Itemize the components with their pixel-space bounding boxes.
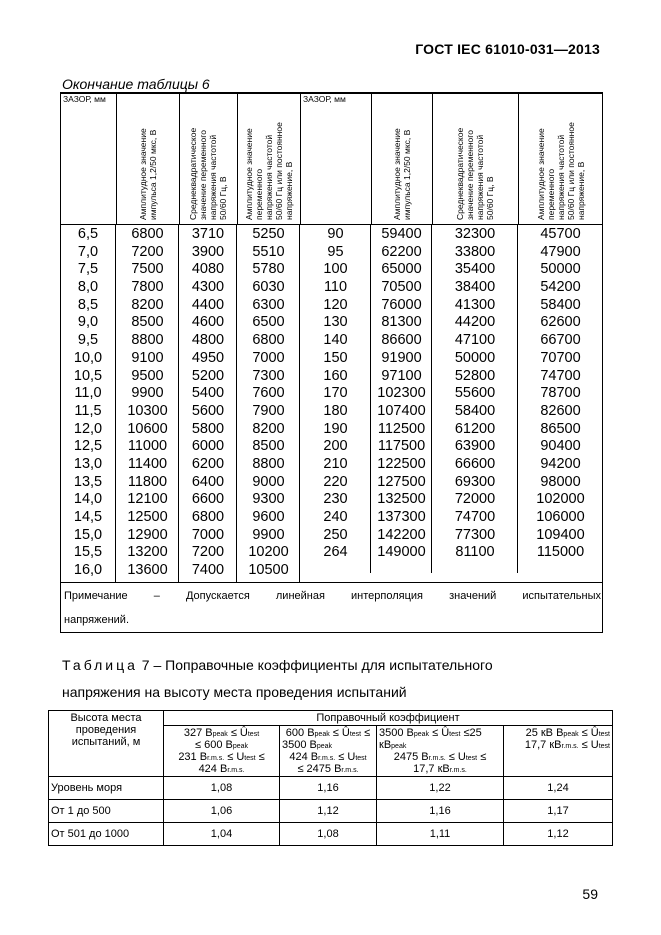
table6-cell: 210 <box>323 455 348 472</box>
range-text: кВ <box>379 739 392 751</box>
table7-cell: 1,11 <box>377 823 504 846</box>
table6-cell: 115000 <box>536 544 585 561</box>
table6-column <box>432 226 518 562</box>
table6-cell: 264 <box>323 544 348 561</box>
unit-subscript: peak <box>314 731 330 738</box>
table6-caption: Окончание таблицы 6 <box>62 76 210 92</box>
table6-cell: 15,0 <box>73 526 103 543</box>
range-line <box>166 751 277 763</box>
table6-cell: 106000 <box>536 509 585 525</box>
range-line <box>282 727 374 739</box>
table6-cell: 76000 <box>381 296 422 313</box>
table6-cell: 120 <box>323 296 348 313</box>
table6-cell: 15,5 <box>73 544 103 561</box>
table6-cell: 14,0 <box>73 491 103 508</box>
range-text: 424 В <box>198 763 228 775</box>
table7-cell: 1,12 <box>504 823 613 846</box>
table7-group-header: Поправочный коэффициент <box>164 711 613 726</box>
table6-cell: 11800 <box>127 473 168 490</box>
table6-cell: 4800 <box>191 332 225 349</box>
table6-cell: 190 <box>323 420 348 437</box>
table7-row-label: От 501 до 1000 <box>49 823 164 846</box>
table6-cell: 13,5 <box>73 473 103 490</box>
table6-cell: 97100 <box>381 367 422 384</box>
table7-cell: 1,17 <box>504 800 613 823</box>
table6-cell: 7300 <box>252 367 285 384</box>
table6-cell: 41300 <box>454 296 496 313</box>
table6-cell: 8200 <box>131 296 164 313</box>
table6-cell: 12500 <box>127 509 168 525</box>
table6-cell: 90400 <box>540 438 581 455</box>
range-text: ≤ 2475 В <box>297 763 342 775</box>
table6-cell: 7000 <box>191 526 225 543</box>
table6-cell: 220 <box>323 473 348 490</box>
table6-column <box>300 226 371 562</box>
range-text: ≤ Û <box>578 727 599 739</box>
table6-header-cell: Амплитудное значение импульса 1,2/50 мкс, В <box>371 92 433 224</box>
table6-cell: 7,5 <box>77 261 99 278</box>
table7-row-label: От 1 до 500 <box>49 800 164 823</box>
range-text: ≤ 600 В <box>194 739 233 751</box>
range-text: 231 В <box>178 751 208 763</box>
table6-cell: 70500 <box>381 279 422 296</box>
table6-cell: 50000 <box>540 261 581 278</box>
range-text: ≤ U <box>445 751 466 763</box>
range-line <box>506 739 610 751</box>
table6-cell: 10600 <box>127 420 168 437</box>
table7-cell: 1,12 <box>280 800 377 823</box>
range-text: ≤ Û <box>429 727 450 739</box>
table7-cell: 1,22 <box>377 777 504 800</box>
table6-cell: 47100 <box>454 332 496 349</box>
table6-cell: 7600 <box>252 385 285 402</box>
table6-cell: 6600 <box>191 491 225 508</box>
unit-subscript: r.m.s. <box>207 755 225 762</box>
table7-range-header <box>164 726 280 777</box>
table6-cell: 6800 <box>191 509 225 525</box>
table6-cell: 63900 <box>454 438 496 455</box>
table6-cell: 13200 <box>127 544 168 561</box>
range-line <box>379 763 501 775</box>
table7-body <box>49 777 613 846</box>
table6-cell: 77300 <box>454 526 496 543</box>
unit-subscript: test <box>247 731 260 738</box>
table6-cell: 8500 <box>131 314 164 331</box>
unit-subscript: peak <box>316 743 333 750</box>
table6-cell: 122500 <box>377 455 426 472</box>
table6-cell: 16,0 <box>73 562 103 579</box>
table6-cell: 94200 <box>540 455 581 472</box>
table6-cell: 8800 <box>131 332 164 349</box>
table6-cell: 130 <box>323 314 348 331</box>
document-header: ГОСТ IEC 61010-031—2013 <box>415 41 600 57</box>
range-text: 25 кВ В <box>525 727 564 739</box>
table6-cell: 5510 <box>252 243 285 260</box>
table6-header-cell: ЗАЗОР, мм <box>60 92 117 224</box>
unit-subscript: test <box>349 731 362 738</box>
table6-cell: 50000 <box>454 349 496 366</box>
table6-column <box>60 226 116 580</box>
range-line <box>506 727 610 739</box>
range-text: 2475 В <box>393 751 429 763</box>
table7-cell: 1,06 <box>164 800 280 823</box>
range-line <box>379 727 501 739</box>
range-text: ≤ <box>255 751 265 763</box>
table6-cell: 98000 <box>540 473 581 490</box>
table6-cell: 9,5 <box>77 332 99 349</box>
range-text: ≤ <box>361 727 371 739</box>
table6-cell: 9300 <box>252 491 285 508</box>
table6-column <box>518 226 603 562</box>
table6-cell: 112500 <box>377 420 426 437</box>
table6-cell: 142200 <box>377 526 426 543</box>
table6-cell: 8800 <box>252 455 285 472</box>
table6-cell: 58400 <box>540 296 581 313</box>
unit-subscript: peak <box>563 731 579 738</box>
table6-cell: 7200 <box>191 544 225 561</box>
table6-cell: 52800 <box>454 367 496 384</box>
table6-cell: 33800 <box>454 243 496 260</box>
table6-cell: 102000 <box>536 491 585 508</box>
table6-cell: 86500 <box>540 420 581 437</box>
table6-cell: 7900 <box>252 402 285 419</box>
unit-subscript: test <box>449 731 461 738</box>
table7-range-header <box>504 726 613 777</box>
table6-cell: 14,5 <box>73 509 103 525</box>
table6-cell: 11400 <box>127 455 168 472</box>
table6-cell: 5600 <box>191 402 225 419</box>
table6-cell: 91900 <box>381 349 422 366</box>
unit-subscript: r.m.s. <box>227 767 245 774</box>
table6-cell: 160 <box>323 367 348 384</box>
range-text: 3500 В <box>282 739 317 751</box>
table6-cell: 117500 <box>377 438 426 455</box>
table6-cell: 11,5 <box>74 402 102 419</box>
table6-note: Примечание – Допускается линейная интерполяция значений испытательных напряжений. <box>64 590 601 626</box>
table7-row <box>49 823 613 846</box>
table6-cell: 10200 <box>248 544 289 561</box>
table6-cell: 65000 <box>381 261 422 278</box>
table6-cell: 81300 <box>381 314 422 331</box>
table6-cell: 10300 <box>127 402 168 419</box>
table6-cell: 7800 <box>131 279 164 296</box>
table6-cell: 45700 <box>540 226 581 242</box>
table6-cell: 10,5 <box>73 367 103 384</box>
range-text: 424 В <box>289 751 319 763</box>
table6-cell: 11000 <box>127 438 168 455</box>
table6-cell: 4300 <box>191 279 225 296</box>
unit-subscript: peak <box>212 731 228 738</box>
table6-cell: 62200 <box>381 243 422 260</box>
table6-cell: 9000 <box>252 473 285 490</box>
table6-cell: 35400 <box>454 261 496 278</box>
table6-cell: 9600 <box>252 509 285 525</box>
table6-cell: 44200 <box>454 314 496 331</box>
table6-cell: 200 <box>323 438 348 455</box>
table6-cell: 59400 <box>381 226 422 242</box>
range-text: 600 В <box>285 727 315 739</box>
table7-range-header <box>280 726 377 777</box>
table6-cell: 4600 <box>191 314 225 331</box>
table6-cell: 5200 <box>191 367 225 384</box>
table6-header-cell: Амплитудное значение переменного напряжения частотой 50/60 Гц или постоянное напряжение, В <box>237 92 301 224</box>
table6-header-cell: Среднеквадратическое значение переменного напряжения частотой 50/60 Гц, В <box>179 92 238 224</box>
table6-note-divider <box>60 582 603 583</box>
table7-cell: 1,08 <box>280 823 377 846</box>
range-line <box>166 727 277 739</box>
table6-cell: 6000 <box>191 438 225 455</box>
table6-cell: 110 <box>323 279 348 296</box>
table6-cell: 137300 <box>377 509 426 525</box>
table6-cell: 62600 <box>540 314 581 331</box>
table6-cell: 12900 <box>127 526 168 543</box>
range-text: 17,7 кВ <box>524 739 562 751</box>
unit-subscript: test <box>598 731 610 738</box>
table6-cell: 6030 <box>252 279 285 296</box>
table6-cell: 7200 <box>131 243 164 260</box>
table6-cell: 180 <box>323 402 348 419</box>
table6-cell: 4400 <box>191 296 225 313</box>
table7-cell: 1,16 <box>280 777 377 800</box>
table6-cell: 6800 <box>252 332 285 349</box>
table6-cell: 10500 <box>248 562 289 579</box>
range-text: ≤ U <box>335 751 356 763</box>
table7-cell: 1,04 <box>164 823 280 846</box>
unit-subscript: test <box>465 755 478 762</box>
range-text: ≤ Û <box>227 727 248 739</box>
table6-cell: 86600 <box>381 332 422 349</box>
table6-cell: 240 <box>323 509 348 525</box>
range-line <box>282 751 374 763</box>
table6-cell: 7,0 <box>77 243 99 260</box>
table6-cell: 5250 <box>252 226 285 242</box>
table6-cell: 13,0 <box>73 455 103 472</box>
table6-cell: 38400 <box>454 279 496 296</box>
table6-cell: 5400 <box>191 385 225 402</box>
table6-cell: 5800 <box>191 420 225 437</box>
unit-subscript: peak <box>232 743 249 750</box>
table6-cell: 74700 <box>540 367 581 384</box>
table6-cell: 109400 <box>536 526 585 543</box>
table6-column <box>179 226 237 580</box>
table6-cell: 74700 <box>454 509 496 525</box>
table7-caption-line2: напряжения на высоту места проведения испытаний <box>62 684 407 700</box>
table6-cell: 81100 <box>455 544 495 561</box>
unit-subscript: r.m.s. <box>561 743 579 750</box>
table6-cell: 10,0 <box>73 349 103 366</box>
table6-cell: 230 <box>323 491 348 508</box>
table6-cell: 61200 <box>454 420 496 437</box>
table6-cell: 8200 <box>252 420 285 437</box>
table6-cell: 127500 <box>377 473 426 490</box>
unit-subscript: test <box>244 755 256 762</box>
table6-cell: 9500 <box>131 367 164 384</box>
range-line <box>166 763 277 775</box>
table6-cell: 8500 <box>252 438 285 455</box>
unit-subscript: r.m.s. <box>341 767 359 774</box>
range-line <box>166 739 277 751</box>
table6-cell: 66700 <box>540 332 581 349</box>
table6-cell: 58400 <box>454 402 496 419</box>
table6-column <box>116 226 179 580</box>
table6-cell: 170 <box>323 385 348 402</box>
range-text: ≤ <box>477 751 487 763</box>
table6-cell: 47900 <box>540 243 581 260</box>
range-text: ≤ Û <box>329 727 350 739</box>
table6-cell: 8,5 <box>77 296 99 313</box>
table6-cell: 6500 <box>252 314 285 331</box>
table6-cell: 90 <box>327 226 344 242</box>
table6 <box>60 92 603 633</box>
table6-cell: 5780 <box>252 261 285 278</box>
unit-subscript: r.m.s. <box>449 767 467 774</box>
table7-col-header: Высота места проведения испытаний, м <box>49 711 164 777</box>
table6-cell: 6800 <box>131 226 164 242</box>
table6-cell: 6,5 <box>77 226 99 242</box>
table6-cell: 78700 <box>540 385 581 402</box>
table7-cell: 1,16 <box>377 800 504 823</box>
table6-cell: 150 <box>323 349 348 366</box>
table6-cell: 12,0 <box>73 420 103 437</box>
unit-subscript: peak <box>391 743 407 750</box>
table6-cell: 7500 <box>131 261 164 278</box>
table6-cell: 6400 <box>191 473 225 490</box>
table6-cell: 3900 <box>191 243 225 260</box>
table7-cell: 1,08 <box>164 777 280 800</box>
table6-cell: 69300 <box>454 473 496 490</box>
range-text: 3500 В <box>379 727 414 739</box>
table6-cell: 7400 <box>191 562 225 579</box>
table6-cell: 132500 <box>377 491 426 508</box>
table6-header-cell: Среднеквадратическое значение переменного напряжения частотой 50/60 Гц, В <box>432 92 519 224</box>
unit-subscript: r.m.s. <box>318 755 336 762</box>
table7 <box>48 710 613 846</box>
range-text: ≤ U <box>578 739 599 751</box>
unit-subscript: peak <box>413 731 430 738</box>
table6-column <box>237 226 300 580</box>
table6-cell: 6300 <box>252 296 285 313</box>
table6-cell: 6200 <box>191 455 225 472</box>
table6-cell: 250 <box>323 526 348 543</box>
range-line <box>282 763 374 775</box>
page-number: 59 <box>582 886 598 902</box>
unit-subscript: r.m.s. <box>428 755 446 762</box>
table6-header-cell: ЗАЗОР, мм <box>300 92 372 224</box>
table7-cell: 1,24 <box>504 777 613 800</box>
table6-cell: 102300 <box>377 385 426 402</box>
table6-cell: 9900 <box>131 385 164 402</box>
table6-cell: 3710 <box>191 226 225 242</box>
table6-cell: 4950 <box>191 349 225 366</box>
table6-cell: 13600 <box>127 562 168 579</box>
table6-cell: 95 <box>327 243 344 260</box>
range-line <box>379 739 501 751</box>
unit-subscript: test <box>598 743 610 750</box>
table6-header-cell: Амплитудное значение переменного напряжения частотой 50/60 Гц или постоянное напряжение, В <box>535 122 586 220</box>
table6-cell: 9100 <box>131 349 164 366</box>
table6-header-divider <box>60 224 603 225</box>
table6-cell: 8,0 <box>77 279 99 296</box>
table6-cell: 12,5 <box>73 438 103 455</box>
table7-row <box>49 777 613 800</box>
table6-cell: 11,0 <box>74 385 102 402</box>
range-text: ≤ U <box>224 751 245 763</box>
table7-row <box>49 800 613 823</box>
table6-cell: 82600 <box>540 402 581 419</box>
table6-cell: 9,0 <box>77 314 99 331</box>
table6-cell: 107400 <box>377 402 426 419</box>
table6-cell: 70700 <box>540 349 581 366</box>
unit-subscript: test <box>355 755 367 762</box>
table6-cell: 100 <box>323 261 348 278</box>
table6-header-cell: Амплитудное значение импульса 1,2/50 мкс, В <box>116 92 180 224</box>
table7-row-label: Уровень моря <box>49 777 164 800</box>
table6-cell: 149000 <box>377 544 426 561</box>
table6-cell: 54200 <box>540 279 581 296</box>
table6-cell: 9900 <box>252 526 285 543</box>
table6-cell: 72000 <box>454 491 496 508</box>
table6-cell: 7000 <box>252 349 285 366</box>
range-line <box>379 751 501 763</box>
table6-column <box>371 226 432 562</box>
range-text: 17,7 кВ <box>413 763 450 775</box>
table7-caption: Таблица 7 – Поправочные коэффициенты для испытательного <box>62 657 493 673</box>
table6-cell: 66600 <box>454 455 496 472</box>
table6-cell: 12100 <box>127 491 168 508</box>
range-text: 327 В <box>183 727 213 739</box>
table6-cell: 4080 <box>191 261 225 278</box>
table6-cell: 140 <box>323 332 348 349</box>
range-line <box>282 739 374 751</box>
table6-cell: 55600 <box>454 385 496 402</box>
table7-range-header <box>377 726 504 777</box>
table6-cell: 32300 <box>454 226 496 242</box>
range-text: ≤25 <box>460 727 482 739</box>
